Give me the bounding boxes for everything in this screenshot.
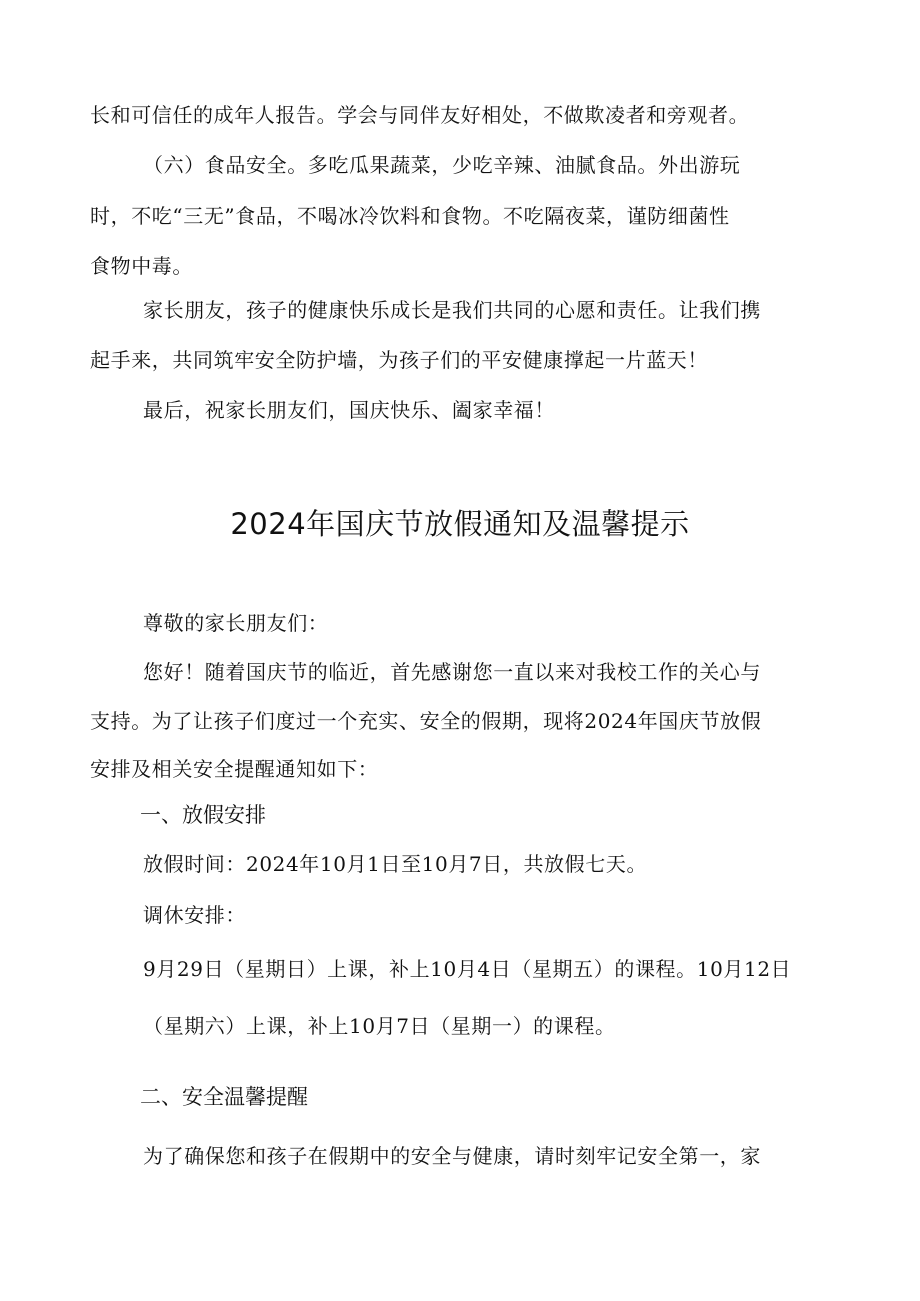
- paragraph-line: 长和可信任的成年人报告。学会与同伴友好相处，不做欺凌者和旁观者。: [90, 103, 750, 127]
- paragraph-line: 为了确保您和孩子在假期中的安全与健康，请时刻牢记安全第一，家: [143, 1144, 761, 1168]
- paragraph-line: （六）食品安全。多吃瓜果蔬菜，少吃辛辣、油腻食品。外出游玩: [143, 153, 741, 177]
- paragraph-line: 9月29日（星期日）上课，补上10月4日（星期五）的课程。10月12日: [143, 957, 792, 981]
- paragraph-line: 安排及相关安全提醒通知如下：: [90, 757, 379, 781]
- paragraph-line: 时，不吃“三无”食品，不喝冰冷饮料和食物。不吃隔夜菜，谨防细菌性: [90, 204, 730, 228]
- section-heading: 二、安全温馨提醒: [140, 1085, 308, 1109]
- paragraph-line: 家长朋友，孩子的健康快乐成长是我们共同的心愿和责任。让我们携: [143, 298, 761, 322]
- paragraph-line: 放假时间：2024年10月1日至10月7日，共放假七天。: [143, 852, 648, 876]
- paragraph-line: 您好！随着国庆节的临近，首先感谢您一直以来对我校工作的关心与: [143, 660, 761, 684]
- paragraph-line: 支持。为了让孩子们度过一个充实、安全的假期，现将2024年国庆节放假: [90, 709, 762, 733]
- paragraph-line: 食物中毒。: [90, 254, 193, 278]
- salutation: 尊敬的家长朋友们：: [143, 611, 329, 635]
- paragraph-line: 起手来，共同筑牢安全防护墙，为孩子们的平安健康撑起一片蓝天！: [90, 348, 708, 372]
- document-title: 2024年国庆节放假通知及温馨提示: [230, 507, 690, 541]
- paragraph-line: 最后，祝家长朋友们，国庆快乐、阖家幸福！: [143, 398, 555, 422]
- section-heading: 一、放假安排: [140, 803, 266, 827]
- paragraph-line: （星期六）上课，补上10月7日（星期一）的课程。: [143, 1014, 616, 1038]
- paragraph-line: 调休安排：: [143, 903, 246, 927]
